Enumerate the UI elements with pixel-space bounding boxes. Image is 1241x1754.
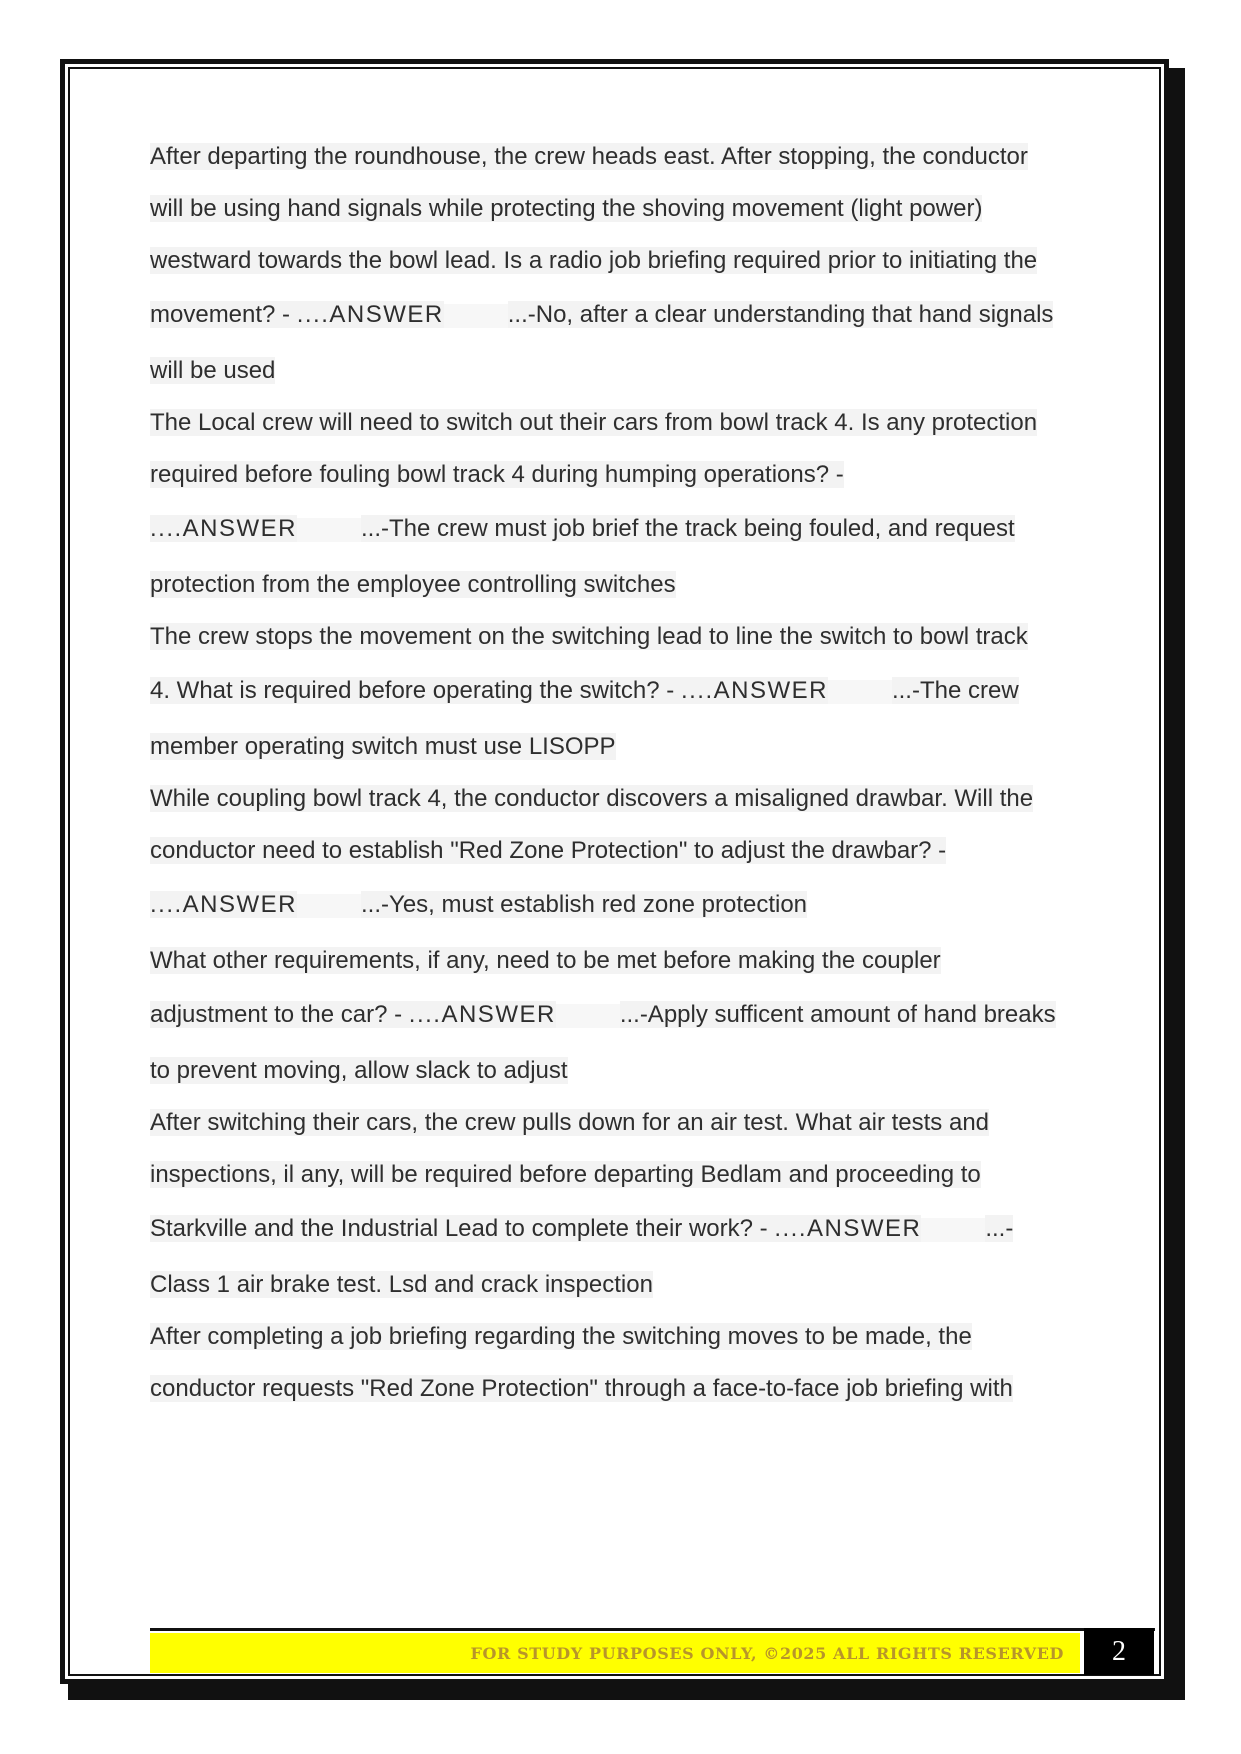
- line-text: required before fouling bowl track 4 during humping operations? -: [150, 461, 844, 488]
- text-line: [150, 998, 1056, 1032]
- line-text: Class 1 air brake test. Lsd and crack inspection: [150, 1271, 653, 1298]
- answer-text: ...-The crew must job brief the track being fouled, and request: [361, 515, 1015, 542]
- line-text: protection from the employee controlling switches: [150, 571, 676, 598]
- line-text: conductor requests "Red Zone Protection" through a face-to-face job briefing with: [150, 1375, 1013, 1402]
- answer-label: ....ANSWER: [774, 1215, 922, 1242]
- answer-gap: [921, 1218, 985, 1242]
- line-text: will be using hand signals while protecting the shoving movement (light power): [150, 195, 983, 222]
- line-text: The crew stops the movement on the switching lead to line the switch to bowl track: [150, 623, 1028, 650]
- question-tail: adjustment to the car? -: [150, 1001, 409, 1028]
- text-line: [150, 1212, 1013, 1246]
- text-line: [150, 1372, 1013, 1406]
- text-line: [150, 1320, 972, 1354]
- answer-text: ...-Yes, must establish red zone protection: [361, 891, 808, 918]
- answer-label: ....ANSWER: [680, 677, 828, 704]
- line-text: After completing a job briefing regarding the switching moves to be made, the: [150, 1323, 972, 1350]
- answer-label: ....ANSWER: [150, 515, 298, 542]
- text-line: [150, 674, 1019, 708]
- answer-gap: [556, 1004, 620, 1028]
- text-line: [150, 458, 844, 492]
- text-line: [150, 620, 1028, 654]
- text-line: [150, 1158, 981, 1192]
- text-line: [150, 1268, 653, 1302]
- text-line: [150, 512, 1015, 546]
- line-text: inspections, il any, will be required before departing Bedlam and proceeding to: [150, 1161, 981, 1188]
- answer-label: ....ANSWER: [296, 301, 444, 328]
- text-line: [150, 192, 982, 226]
- text-line: [150, 1054, 568, 1088]
- footer-rule: [150, 1628, 1155, 1631]
- text-line: [150, 782, 1033, 816]
- answer-text: ...-The crew: [891, 677, 1019, 704]
- text-line: [150, 406, 1037, 440]
- text-line: [150, 944, 941, 978]
- footer-notice: FOR STUDY PURPOSES ONLY, ©2025 ALL RIGHTS RESERVED: [470, 1643, 1064, 1663]
- answer-label: ....ANSWER: [150, 891, 298, 918]
- text-line: [150, 140, 1028, 174]
- line-text: conductor need to establish "Red Zone Protection" to adjust the drawbar? -: [150, 837, 947, 864]
- line-text: While coupling bowl track 4, the conductor discovers a misaligned drawbar. Will the: [150, 785, 1034, 812]
- page-number-text: 2: [1112, 1635, 1126, 1667]
- line-text: After departing the roundhouse, the crew heads east. After stopping, the conductor: [150, 143, 1028, 170]
- line-text: The Local crew will need to switch out their cars from bowl track 4. Is any protection: [150, 409, 1038, 436]
- answer-gap: [828, 680, 892, 704]
- text-line: [150, 298, 1053, 332]
- text-line: [150, 1106, 989, 1140]
- line-text: to prevent moving, allow slack to adjust: [150, 1057, 568, 1084]
- text-line: [150, 888, 807, 922]
- question-tail: movement? -: [150, 301, 297, 328]
- answer-text: ...-No, after a clear understanding that hand signals: [507, 301, 1054, 328]
- footer-notice-bar: [150, 1633, 1080, 1673]
- question-tail: 4. What is required before operating the switch? -: [150, 677, 681, 704]
- line-text: After switching their cars, the crew pulls down for an air test. What air tests and: [150, 1109, 990, 1136]
- answer-label: ....ANSWER: [408, 1001, 556, 1028]
- answer-gap: [444, 304, 508, 328]
- answer-text: ...-: [985, 1215, 1014, 1242]
- line-text: will be used: [150, 357, 276, 384]
- text-line: [150, 568, 676, 602]
- answer-gap: [297, 518, 361, 542]
- line-text: What other requirements, if any, need to be met before making the coupler: [150, 947, 941, 974]
- text-line: [150, 834, 946, 868]
- page-number: [1084, 1628, 1154, 1675]
- text-line: [150, 354, 275, 388]
- answer-gap: [297, 894, 361, 918]
- line-text: westward towards the bowl lead. Is a radio job briefing required prior to initiating the: [150, 247, 1038, 274]
- question-tail: Starkville and the Industrial Lead to complete their work? -: [150, 1215, 775, 1242]
- text-line: [150, 730, 616, 764]
- text-line: [150, 244, 1037, 278]
- answer-text: ...-Apply sufficent amount of hand breaks: [619, 1001, 1056, 1028]
- line-text: member operating switch must use LISOPP: [150, 733, 616, 760]
